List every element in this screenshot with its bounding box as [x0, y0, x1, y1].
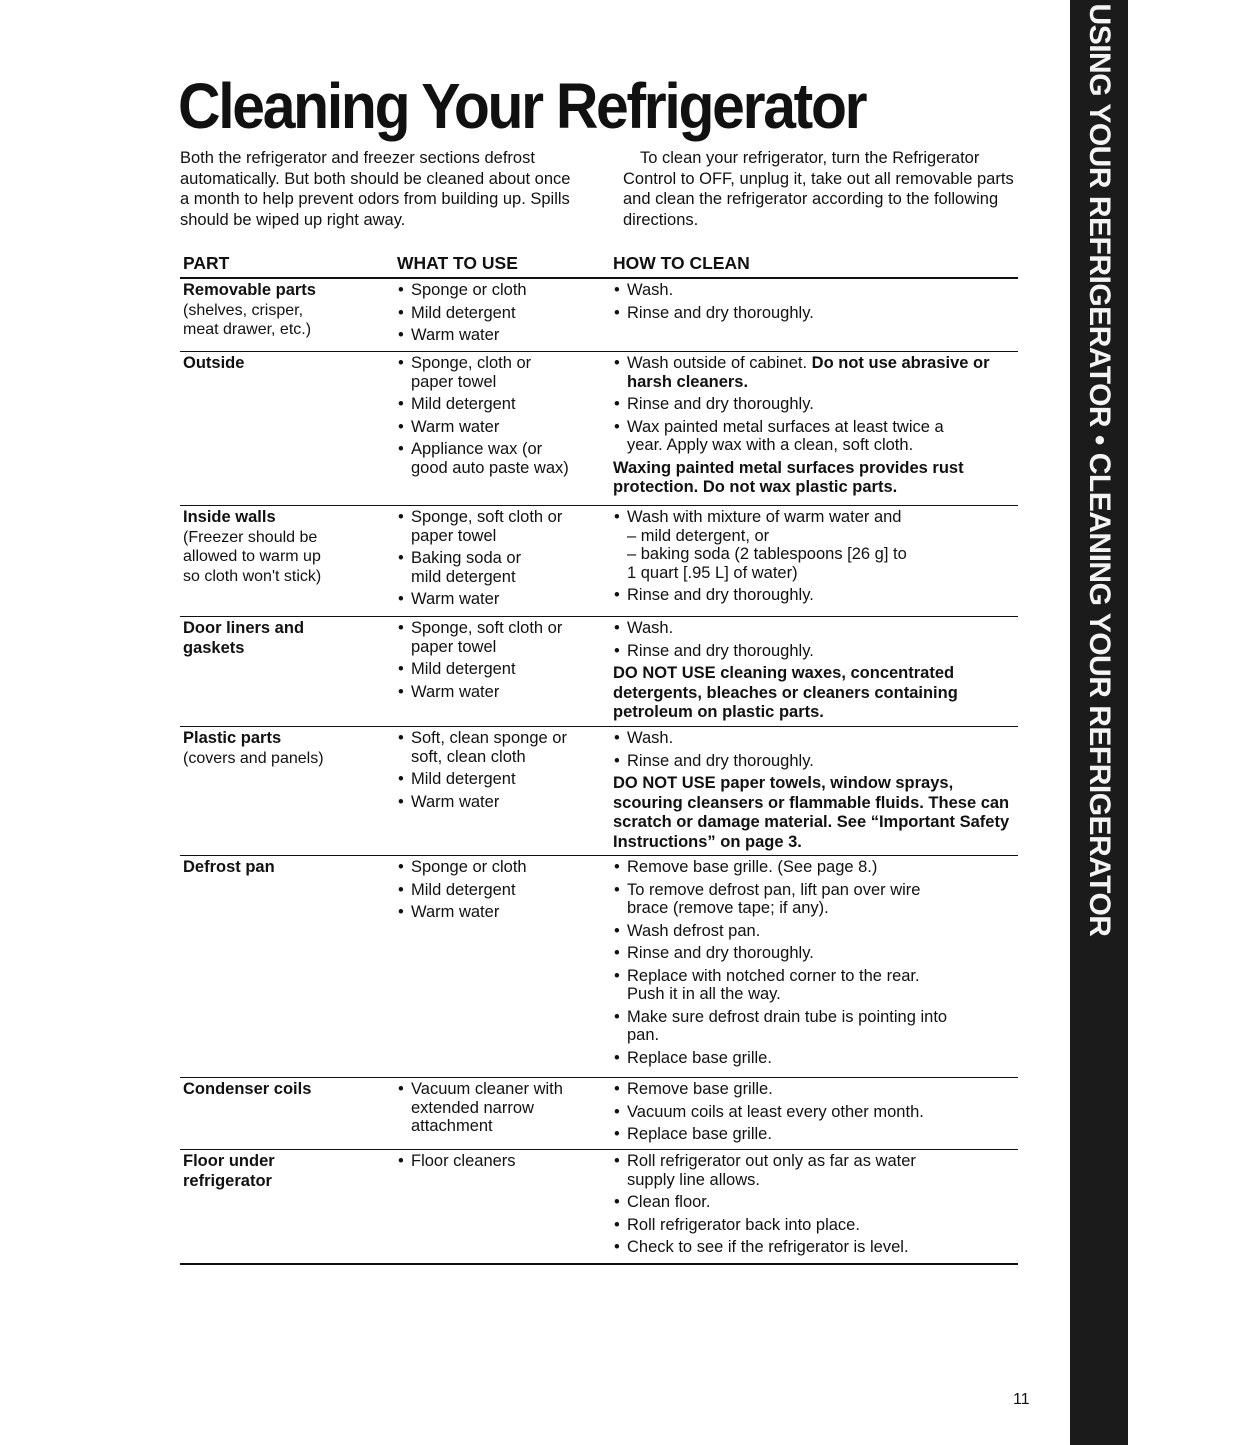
page-title: Cleaning Your Refrigerator	[178, 70, 866, 142]
list-item: • Roll refrigerator out only as far as water supply line allows.	[613, 1152, 1018, 1189]
list-item: • Wash defrost pan.	[613, 922, 1018, 941]
list-item: • Rinse and dry thoroughly.	[613, 642, 1018, 661]
table-row	[180, 506, 1018, 617]
list-item: • Sponge, cloth or paper towel	[397, 354, 613, 391]
list-item: • Clean floor.	[613, 1193, 1018, 1212]
part-name: Inside walls	[183, 508, 276, 526]
list-item: • Wash.	[613, 619, 1018, 638]
part-note: (covers and panels)	[183, 749, 324, 767]
list-item: • Mild detergent	[397, 660, 613, 679]
table-header	[180, 250, 1018, 279]
list-item: • Replace with notched corner to the rear. Push it in all the way.	[613, 967, 1018, 1004]
list-item: • Rinse and dry thoroughly.	[613, 395, 1018, 414]
warning-text: Waxing painted metal surfaces provides rust protection. Do not wax plastic parts.	[613, 458, 964, 496]
header-how-to-clean: HOW TO CLEAN	[613, 253, 750, 273]
part-name: Removable parts	[183, 281, 316, 299]
warning-text: DO NOT USE cleaning waxes, concentrated detergents, bleaches or cleaners containing petroleum on plastic parts.	[613, 664, 958, 721]
list-item: • Warm water	[397, 326, 613, 345]
warning-text: DO NOT USE paper towels, window sprays, scouring cleansers or flammable fluids. These can scratch or damage material. See “Important Safety Instructions” on page 3.	[613, 774, 1010, 851]
list-item: • Baking soda or mild detergent	[397, 549, 613, 586]
part-name: Outside	[183, 354, 245, 372]
list-item: • Warm water	[397, 590, 613, 609]
header-part: PART	[183, 253, 230, 273]
cleaning-table	[180, 250, 1018, 1265]
list-item: • Vacuum coils at least every other month.	[613, 1103, 1018, 1122]
list-item: • Replace base grille.	[613, 1125, 1018, 1144]
list-item: • Sponge or cloth	[397, 281, 613, 300]
side-tab-label: USING YOUR REFRIGERATOR • CLEANING YOUR REFRIGERATOR	[1083, 3, 1116, 937]
list-item: • Roll refrigerator back into place.	[613, 1216, 1018, 1235]
page-number: 11	[1013, 1391, 1030, 1408]
part-name: Floor under refrigerator	[183, 1152, 275, 1190]
table-row	[180, 617, 1018, 727]
list-item: • Sponge, soft cloth or paper towel	[397, 619, 613, 656]
part-name: Defrost pan	[183, 858, 275, 876]
how-warning-inline: Do not use abrasive or harsh cleaners.	[627, 354, 990, 391]
list-item: • Warm water	[397, 683, 613, 702]
part-name: Condenser coils	[183, 1080, 312, 1098]
list-subitem: – baking soda (2 tablespoons [26 g] to 1 quart [.95 L] of water)	[627, 545, 907, 582]
part-note: (shelves, crisper, meat drawer, etc.)	[183, 301, 312, 338]
part-note: (Freezer should be allowed to warm up so cloth won't stick)	[183, 528, 322, 585]
list-item: • Mild detergent	[397, 881, 613, 900]
list-subitem: – mild detergent, or	[627, 526, 770, 545]
list-item: • Rinse and dry thoroughly.	[613, 586, 1018, 605]
list-item: • Wax painted metal surfaces at least twice a year. Apply wax with a clean, soft cloth.	[613, 418, 1018, 455]
list-item: • Floor cleaners	[397, 1152, 613, 1171]
list-item: • Appliance wax (or good auto paste wax)	[397, 440, 613, 477]
intro-right-paragraph: To clean your refrigerator, turn the Refrigerator Control to OFF, unplug it, take out all removable parts and clean the refrigerator according to the following directions.	[623, 149, 1014, 229]
list-item: • Mild detergent	[397, 395, 613, 414]
table-row	[180, 856, 1018, 1078]
list-item: • Soft, clean sponge or soft, clean cloth	[397, 729, 613, 766]
list-item: • Warm water	[397, 903, 613, 922]
intro-left-paragraph: Both the refrigerator and freezer sections defrost automatically. But both should be cleaned about once a month to help prevent odors from building up. Spills should be wiped up right away.	[180, 149, 571, 229]
list-item: • Rinse and dry thoroughly.	[613, 304, 1018, 323]
list-item: • Check to see if the refrigerator is level.	[613, 1238, 1018, 1257]
list-item: • Warm water	[397, 418, 613, 437]
list-item: • Rinse and dry thoroughly.	[613, 944, 1018, 963]
list-item: • Wash.	[613, 729, 1018, 748]
list-item	[613, 354, 1018, 391]
list-item: • Make sure defrost drain tube is pointing into pan.	[613, 1008, 1018, 1045]
part-name: Plastic parts	[183, 729, 282, 747]
list-item: • Remove base grille. (See page 8.)	[613, 858, 1018, 877]
table-row	[180, 1078, 1018, 1150]
table-row	[180, 279, 1018, 352]
list-item: • To remove defrost pan, lift pan over wire brace (remove tape; if any).	[613, 881, 1018, 918]
list-item: • Warm water	[397, 793, 613, 812]
header-what-to-use: WHAT TO USE	[397, 253, 518, 273]
how-text: Wash outside of cabinet.	[627, 354, 808, 372]
table-row	[180, 352, 1018, 506]
list-item: • Sponge, soft cloth or paper towel	[397, 508, 613, 545]
list-item: • Replace base grille.	[613, 1049, 1018, 1068]
list-item: • Mild detergent	[397, 770, 613, 789]
list-item: • Vacuum cleaner with extended narrow attachment	[397, 1080, 613, 1136]
table-row	[180, 727, 1018, 856]
part-name: Door liners and gaskets	[183, 619, 305, 657]
list-item: • Rinse and dry thoroughly.	[613, 752, 1018, 771]
list-item: • Remove base grille.	[613, 1080, 1018, 1099]
list-item: • Wash with mixture of warm water and	[613, 508, 1018, 527]
list-item: • Wash.	[613, 281, 1018, 300]
table-row	[180, 1150, 1018, 1265]
list-item: • Mild detergent	[397, 304, 613, 323]
list-item: • Sponge or cloth	[397, 858, 613, 877]
